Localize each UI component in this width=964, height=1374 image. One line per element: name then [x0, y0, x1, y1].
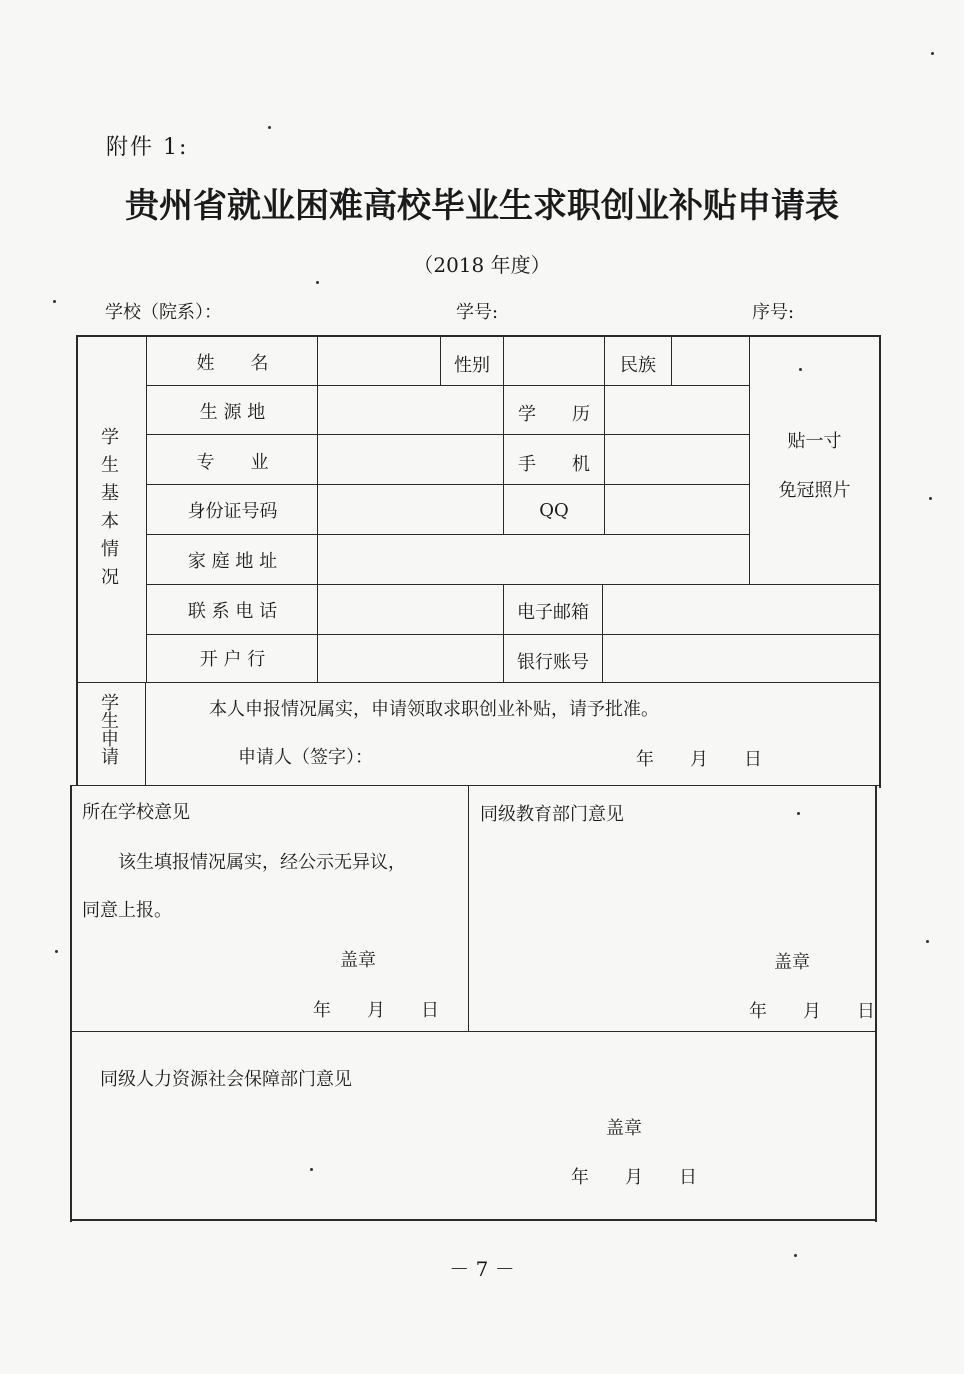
school-label: 学校（院系）： — [105, 302, 222, 323]
photo-text-line1: 贴一寸 — [787, 431, 842, 452]
ethnicity-label: 民族 — [620, 355, 656, 376]
bank-label: 开 户 行 — [199, 649, 266, 670]
scan-speck — [929, 497, 932, 500]
hr-date: 年 月 日 — [571, 1167, 697, 1188]
school-opinion-text1: 该生填报情况属实，经公示无异议， — [118, 852, 406, 873]
scan-speck — [797, 812, 800, 815]
apply-date: 年 月 日 — [636, 749, 762, 770]
school-date: 年 月 日 — [313, 1000, 439, 1021]
name-label: 姓 名 — [196, 353, 269, 374]
school-opinion-text2: 同意上报。 — [82, 900, 172, 921]
scan-speck — [931, 52, 934, 55]
gender-label: 性别 — [454, 355, 490, 376]
apply-signature-label: 申请人（签字）： — [238, 747, 373, 768]
serial-label: 序号: — [752, 302, 795, 323]
qq-label: QQ — [539, 500, 569, 521]
id-number-label: 身份证号码 — [187, 501, 278, 522]
account-label: 银行账号 — [517, 652, 589, 673]
apply-side-title: 学生申请 — [101, 693, 119, 768]
school-seal: 盖章 — [340, 950, 376, 971]
basic-info-side-title: 学生基本情况 — [101, 427, 119, 588]
scan-speck — [53, 300, 56, 303]
mobile-label: 手 机 — [518, 454, 590, 475]
email-label: 电子邮箱 — [517, 602, 589, 623]
major-label: 专 业 — [196, 452, 269, 473]
phone-label: 联 系 电 话 — [187, 601, 278, 622]
hr-seal: 盖章 — [606, 1118, 642, 1139]
page-number: － 7 － — [449, 1257, 515, 1281]
form-year: （2018 年度） — [413, 253, 551, 277]
attachment-label: 附件 1: — [106, 135, 189, 160]
form-title: 贵州省就业困难高校毕业生求职创业补贴申请表 — [125, 186, 839, 226]
scan-speck — [794, 1254, 797, 1257]
education-label: 学 历 — [518, 404, 590, 425]
hr-opinion-title: 同级人力资源社会保障部门意见 — [100, 1069, 352, 1090]
apply-statement: 本人申报情况属实，申请领取求职创业补贴，请予批准。 — [209, 699, 659, 720]
student-id-label: 学号: — [456, 302, 499, 323]
edu-date: 年 月 日 — [749, 1001, 875, 1022]
edu-seal: 盖章 — [774, 952, 810, 973]
scan-speck — [316, 281, 319, 284]
edu-opinion-title: 同级教育部门意见 — [480, 804, 624, 825]
photo-text-line2: 免冠照片 — [778, 480, 851, 501]
scan-speck — [268, 126, 271, 129]
scan-speck — [55, 950, 58, 953]
scan-speck — [799, 368, 802, 371]
scan-speck — [926, 940, 929, 943]
scan-speck — [310, 1168, 313, 1171]
origin-label: 生 源 地 — [199, 402, 266, 423]
address-label: 家 庭 地 址 — [187, 551, 278, 572]
school-opinion-title: 所在学校意见 — [82, 802, 190, 823]
